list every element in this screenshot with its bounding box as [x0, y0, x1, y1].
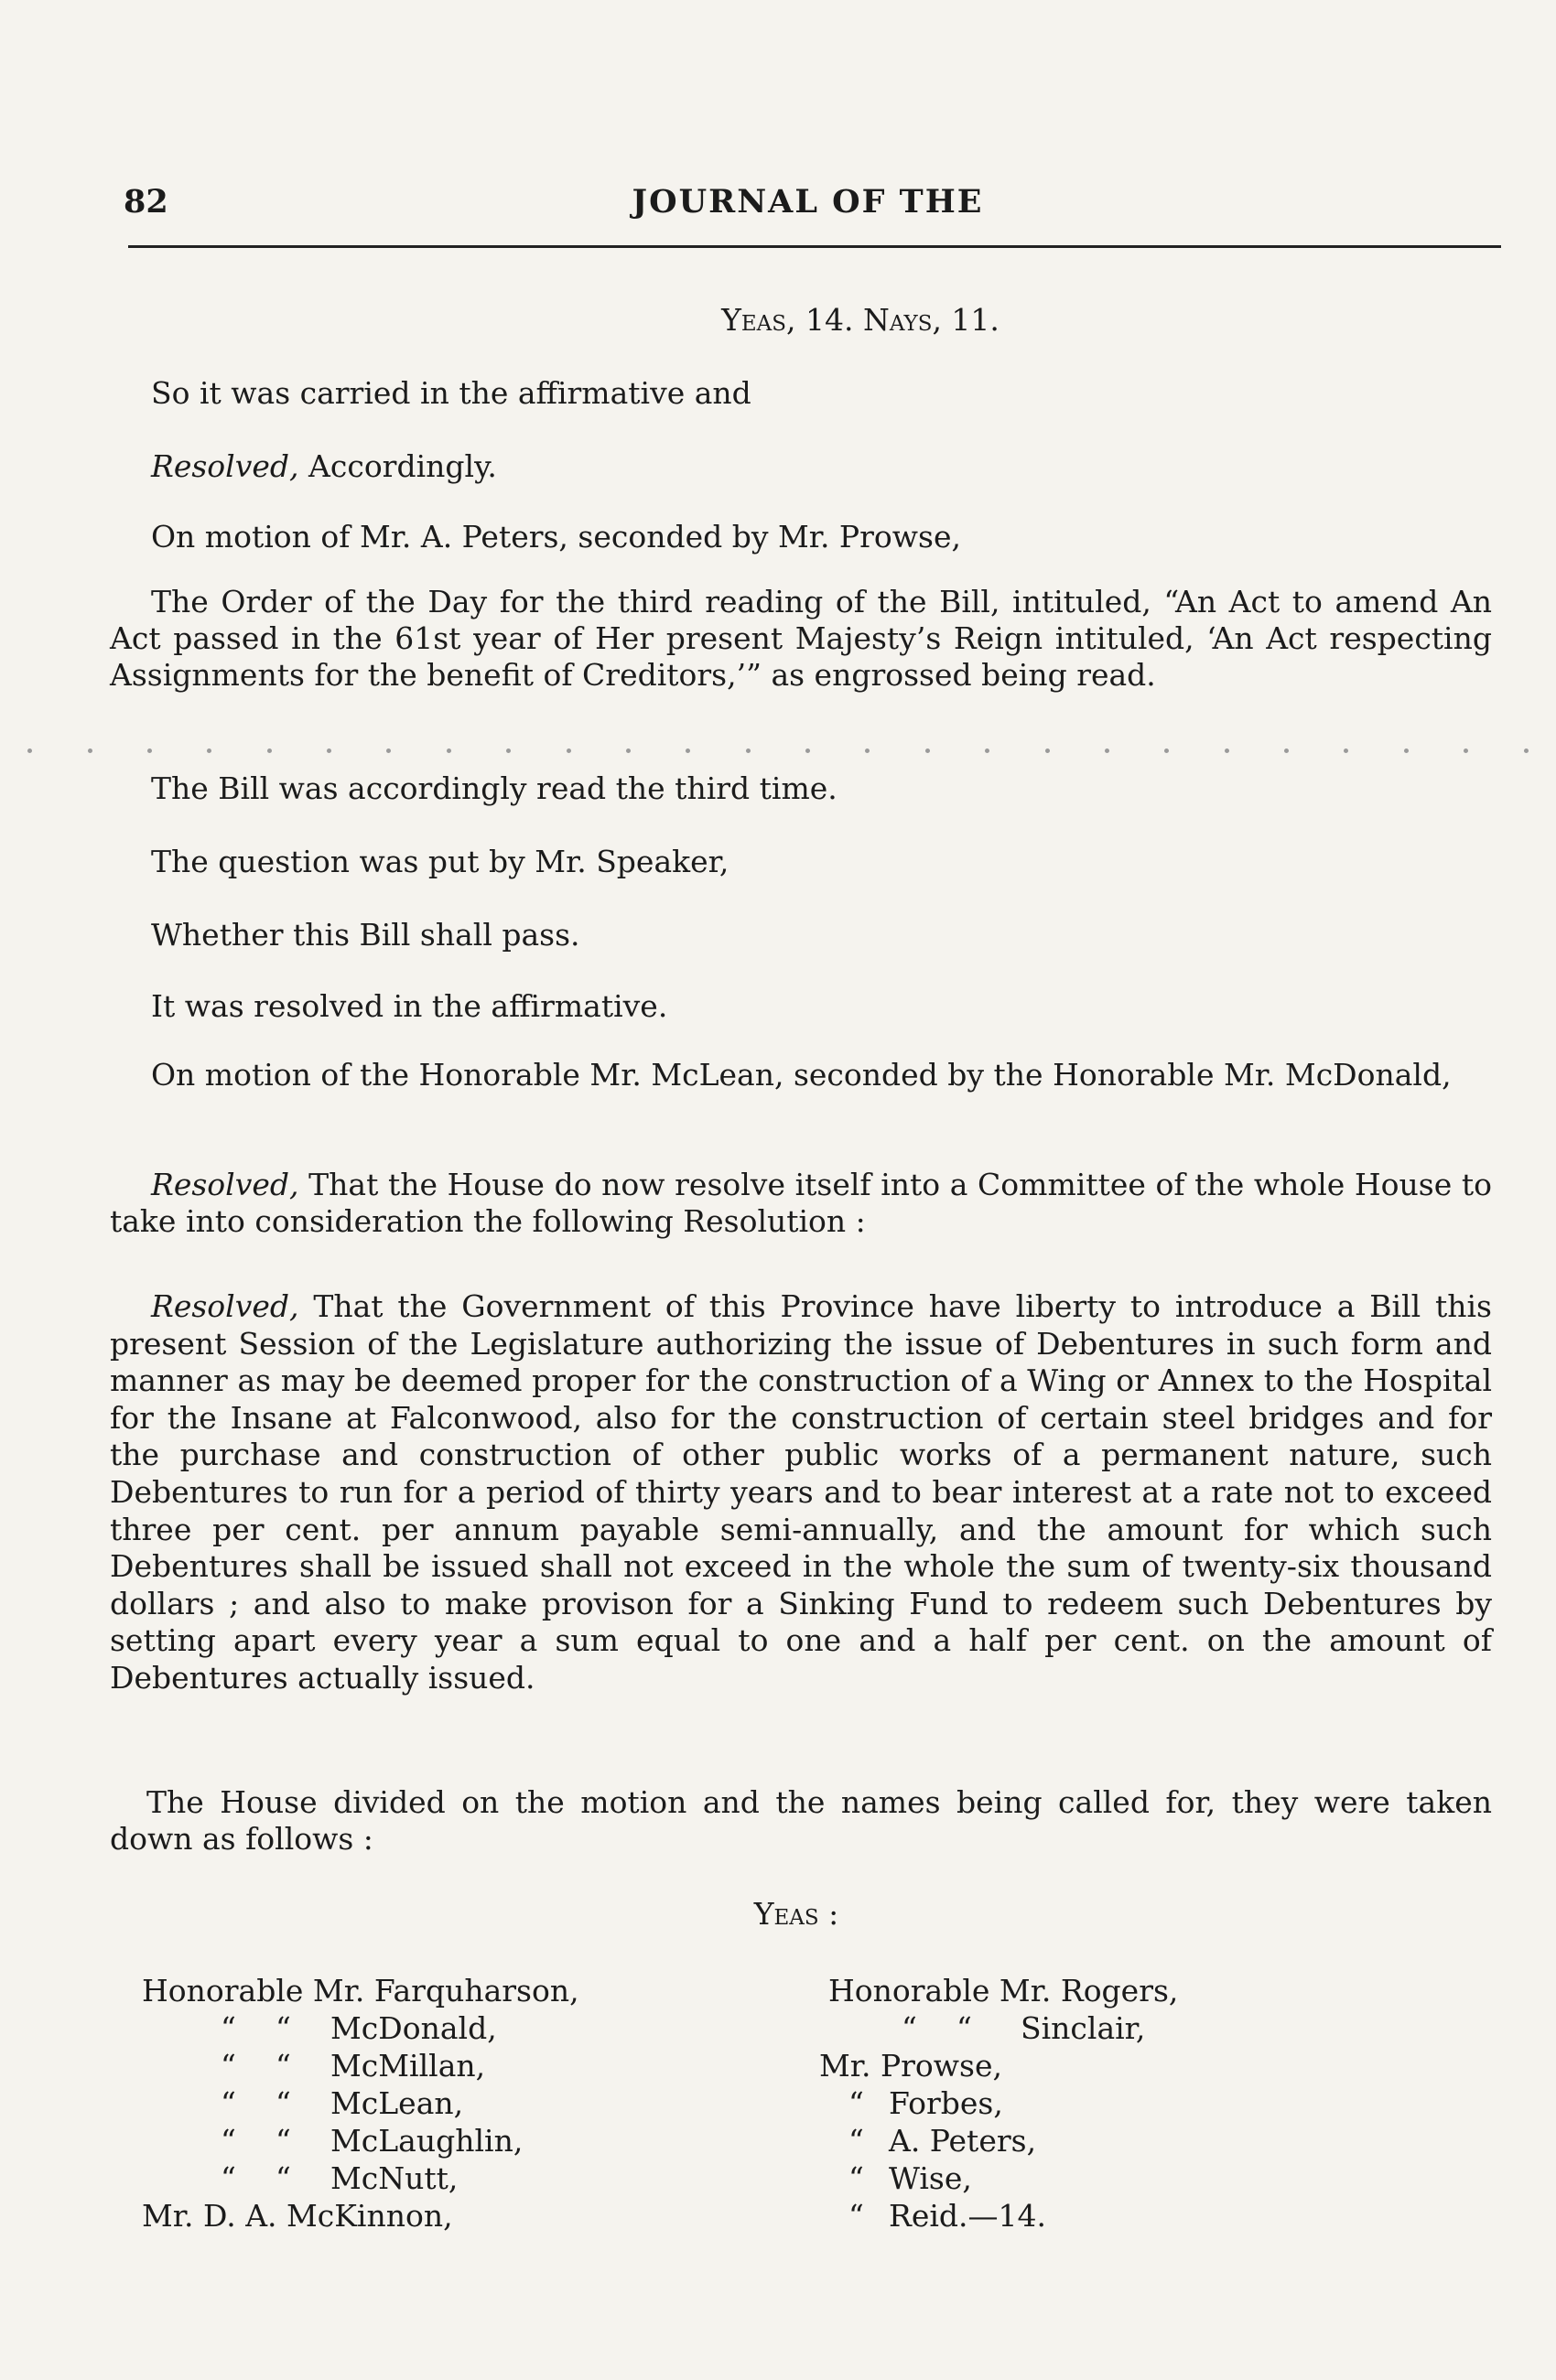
yea-name: Honorable Mr. Farquharson, — [142, 1973, 579, 2008]
read-third-line: The Bill was accordingly read the third time. — [151, 770, 837, 806]
yeas-right-column — [819, 1972, 1396, 2235]
yea-name: “ Forbes, — [848, 2085, 1003, 2121]
resolved-label: Resolved, — [151, 1288, 299, 1324]
yea-name: Mr. Prowse, — [819, 2048, 1002, 2084]
scan-artifact-dots — [0, 746, 1556, 755]
resolution-committee-paragraph — [110, 1167, 1492, 1240]
order-of-day-paragraph: The Order of the Day for the third reading of the Bill, intituled, “An Act to amend An Act passed in the 61st year of Her present Majesty’s Reign intituled, ‘An Act respecting Assignments for the benefit of Creditors,’” as engrossed being read. — [110, 584, 1492, 693]
motion-peters: On motion of Mr. A. Peters, seconded by Mr. Prowse, — [151, 519, 961, 555]
division-paragraph: The House divided on the motion and the names being called for, they were taken down as follows : — [110, 1784, 1492, 1857]
yea-name: “ A. Peters, — [848, 2123, 1037, 2159]
yea-name: “ “ McLean, — [221, 2085, 464, 2121]
page-header — [114, 183, 1501, 229]
resolved-label: Resolved, — [151, 1167, 299, 1202]
resolution-committee-text: That the House do now resolve itself into a Committee of the whole House to take into consideration the following Resolution : — [110, 1167, 1492, 1239]
yea-name: “ “ McLaughlin, — [221, 2123, 524, 2159]
page-number: 82 — [124, 183, 168, 221]
resolved-accordingly — [151, 447, 1432, 487]
yea-name: “ “ McDonald, — [221, 2010, 497, 2046]
yea-name: “ “ McNutt, — [221, 2160, 459, 2196]
resolved-affirmative-line: It was resolved in the affirmative. — [151, 988, 668, 1024]
yeas-left-column — [142, 1972, 709, 2235]
header-rule — [128, 245, 1501, 248]
yea-name: “ “ McMillan, — [221, 2048, 486, 2084]
yea-name: Mr. D. A. McKinnon, — [142, 2198, 453, 2234]
running-title: JOURNAL OF THE — [632, 183, 984, 221]
resolution-debentures-paragraph — [110, 1288, 1492, 1697]
carried-line: So it was carried in the affirmative and — [151, 375, 751, 411]
yeas-heading: Yeas : — [753, 1896, 839, 1932]
question-put-line: The question was put by Mr. Speaker, — [151, 844, 729, 879]
yea-name: “ Wise, — [848, 2160, 972, 2196]
motion-mclean-paragraph: On motion of the Honorable Mr. McLean, seconded by the Honorable Mr. McDonald, — [151, 1057, 1452, 1093]
yea-name: “ Reid.—14. — [848, 2198, 1047, 2234]
resolved-text: Accordingly. — [298, 448, 497, 484]
yea-name: Honorable Mr. Rogers, — [828, 1973, 1179, 2008]
yea-name: “ “ Sinclair, — [902, 2010, 1146, 2046]
vote-tally: Yeas, 14. Nays, 11. — [721, 302, 1000, 338]
resolved-label: Resolved, — [151, 448, 299, 484]
whether-pass-line: Whether this Bill shall pass. — [151, 917, 580, 953]
resolution-debentures-text: That the Government of this Province have liberty to introduce a Bill this present Session of the Legislature authorizing the issue of Debentures in such form and manner as may be deemed proper for the construction of a Wing or Annex to the Hospital for the Insane at Falconwood, also for the construction of certain steel bridges and for the purchase and construction of other public works of a permanent nature, such Debentures to run for a period of thirty years and to bear interest at a rate not to exceed three per cent. per annum payable semi-annually, and the amount for which such Debentures shall be issued shall not exceed in the whole the sum of twenty-six thousand dollars ; and also to make provison for a Sinking Fund to redeem such Debentures by setting apart every year a sum equal to one and a half per cent. on the amount of Debentures actually issued. — [110, 1288, 1492, 1696]
